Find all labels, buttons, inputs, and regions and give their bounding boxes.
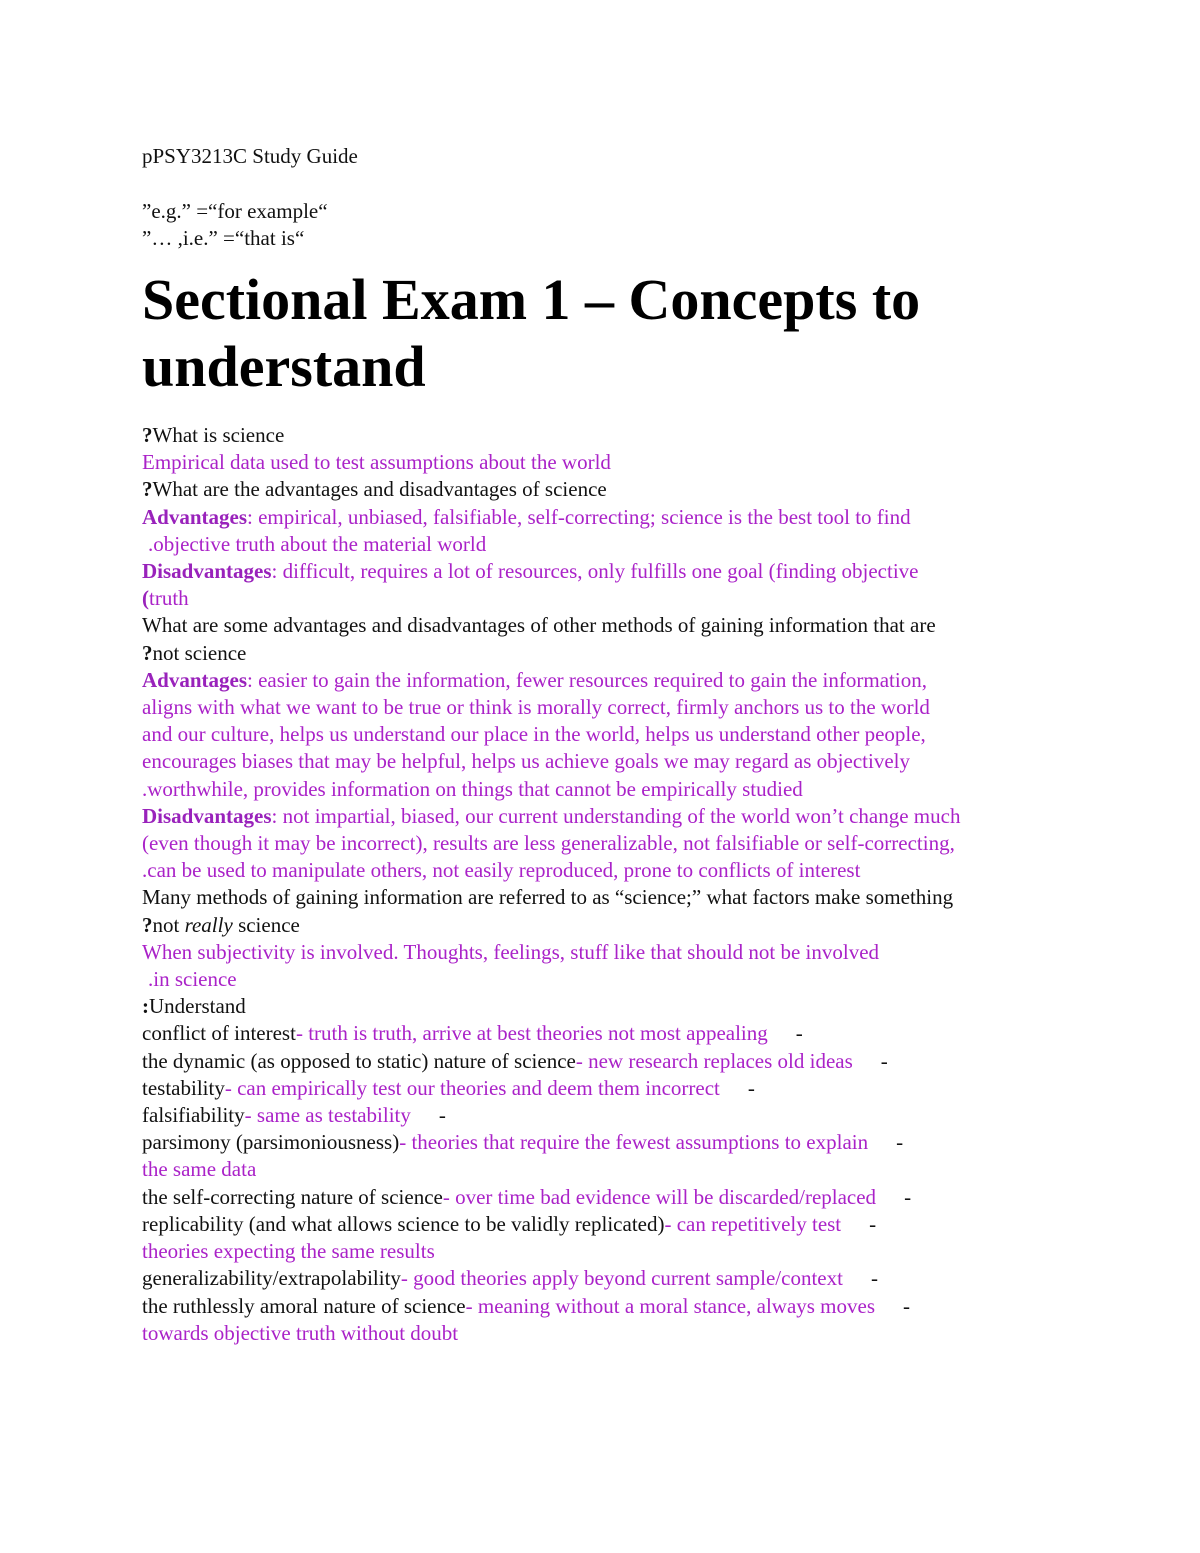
answer-text: : easier to gain the information, fewer resources required to gain the information, (247, 667, 927, 692)
answer-2-advantages-cont: .objective truth about the material world (148, 531, 487, 556)
term-name: conflict of interest (142, 1021, 296, 1046)
question-mark: ? (142, 640, 153, 665)
course-title: pPSY3213C Study Guide (142, 144, 358, 168)
advantages-label: Advantages (142, 667, 248, 692)
answer-3-adv-line: .worthwhile, provides information on things that cannot be empirically studied (142, 776, 803, 801)
paren-mark: ( (142, 586, 149, 611)
term-definition: - meaning without a moral stance, always moves (465, 1293, 876, 1318)
heading-line-2: understand (142, 334, 426, 399)
term-item (142, 1075, 1082, 1102)
question-4-line-1: Many methods of gaining information are referred to as “science;” what factors make something (142, 885, 954, 910)
term-item (142, 1184, 1082, 1211)
question-text: What is science (152, 423, 285, 447)
term-name: replicability (and what allows science to be validly replicated) (142, 1211, 665, 1236)
bullet-dash: - (880, 1048, 888, 1073)
term-name: falsifiability (142, 1103, 245, 1128)
term-item (142, 1293, 1082, 1320)
advantages-label: Advantages (142, 504, 248, 529)
question-text: not (152, 912, 185, 937)
answer-3-adv-line: aligns with what we want to be true or think is morally correct, firmly anchors us to the world (142, 695, 930, 720)
question-mark: ? (142, 912, 153, 937)
answer-3-adv-line: and our culture, helps us understand our place in the world, helps us understand other people, (142, 722, 926, 747)
term-item (142, 1265, 1082, 1292)
answer-text: : difficult, requires a lot of resources, only fulfills one goal (finding objective (271, 559, 919, 584)
term-item (142, 1020, 1082, 1047)
emphasis-text: really (184, 912, 233, 937)
answer-3-adv-line: encourages biases that may be helpful, helps us achieve goals we may regard as objectively (142, 749, 910, 774)
bullet-dash: - (438, 1103, 446, 1128)
answer-1: Empirical data used to test assumptions about the world (142, 450, 611, 475)
answer-3-dis-line: .can be used to manipulate others, not easily reproduced, prone to conflicts of interest (142, 858, 861, 883)
term-definition: - can empirically test our theories and deem them incorrect (224, 1075, 720, 1100)
bullet-dash: - (747, 1075, 755, 1100)
bullet-dash: - (904, 1184, 912, 1209)
understand-label: Understand (149, 994, 246, 1019)
bullet-dash: - (870, 1266, 878, 1291)
answer-2-disadvantages (142, 558, 1082, 585)
term-definition-cont: towards objective truth without doubt (142, 1320, 459, 1345)
question-3-line-2 (142, 640, 1082, 667)
question-mark: ? (142, 477, 153, 502)
answer-3-disadvantages (142, 803, 1082, 830)
bullet-dash: - (795, 1021, 803, 1046)
term-definition: - theories that require the fewest assumptions to explain (399, 1130, 869, 1155)
bullet-dash: - (869, 1211, 877, 1236)
term-name: the dynamic (as opposed to static) nature of science (142, 1048, 576, 1073)
answer-3-dis-line: (even though it may be incorrect), results are less generalizable, not falsifiable or self-correcting, (142, 831, 955, 856)
section-heading (142, 266, 1082, 400)
answer-text: : not impartial, biased, our current understanding of the world won’t change much (271, 803, 961, 828)
term-name: parsimony (parsimoniousness) (142, 1130, 400, 1155)
disadvantages-label: Disadvantages (142, 803, 272, 828)
question-text: science (232, 912, 300, 937)
heading-line-1: Sectional Exam 1 – Concepts to (142, 267, 921, 332)
answer-text: truth (149, 586, 189, 611)
answer-2-advantages (142, 504, 1082, 531)
abbrev-ie: ”… ,i.e.” =“that is“ (142, 226, 305, 250)
answer-3-advantages (142, 667, 1082, 694)
term-definition: - new research replaces old ideas (575, 1048, 853, 1073)
term-definition: - truth is truth, arrive at best theories not most appealing (295, 1021, 768, 1046)
term-name: the self-correcting nature of science (142, 1184, 443, 1209)
term-definition: - over time bad evidence will be discarded/replaced (442, 1184, 877, 1209)
answer-2-disadvantages-cont (142, 585, 1082, 612)
term-item (142, 1048, 1082, 1075)
understand-heading (142, 993, 1082, 1020)
abbreviations (142, 198, 1082, 252)
abbrev-eg: ”e.g.” =“for example“ (142, 199, 328, 223)
term-definition: - same as testability (244, 1103, 411, 1128)
term-definition: - good theories apply beyond current sample/context (400, 1266, 843, 1291)
answer-4-cont: .in science (148, 967, 237, 992)
document-page (142, 140, 1082, 1347)
disadvantages-label: Disadvantages (142, 559, 272, 584)
term-item (142, 1102, 1082, 1129)
term-name: testability (142, 1075, 225, 1100)
bullet-dash: - (896, 1130, 904, 1155)
question-4-line-2 (142, 912, 1082, 939)
term-item (142, 1129, 1082, 1156)
question-text: not science (152, 640, 247, 665)
term-definition: - can repetitively test (664, 1211, 842, 1236)
question-mark: ? (142, 423, 153, 447)
bullet-dash: - (903, 1293, 911, 1318)
answer-4: When subjectivity is involved. Thoughts, feelings, stuff like that should not be involved (142, 939, 880, 964)
colon-mark: : (142, 994, 149, 1019)
answer-text: : empirical, unbiased, falsifiable, self-correcting; science is the best tool to find (247, 504, 911, 529)
term-item (142, 1211, 1082, 1238)
term-definition-cont: theories expecting the same results (142, 1239, 435, 1264)
term-definition-cont: the same data (142, 1157, 257, 1182)
question-text: What are the advantages and disadvantages of science (152, 477, 607, 502)
question-2 (142, 476, 1082, 503)
question-3-line-1: What are some advantages and disadvantages of other methods of gaining information that are (142, 613, 936, 638)
term-name: generalizability/extrapolability (142, 1266, 401, 1291)
terms-list (142, 1020, 1082, 1346)
term-name: the ruthlessly amoral nature of science (142, 1293, 466, 1318)
question-1 (142, 422, 1082, 449)
